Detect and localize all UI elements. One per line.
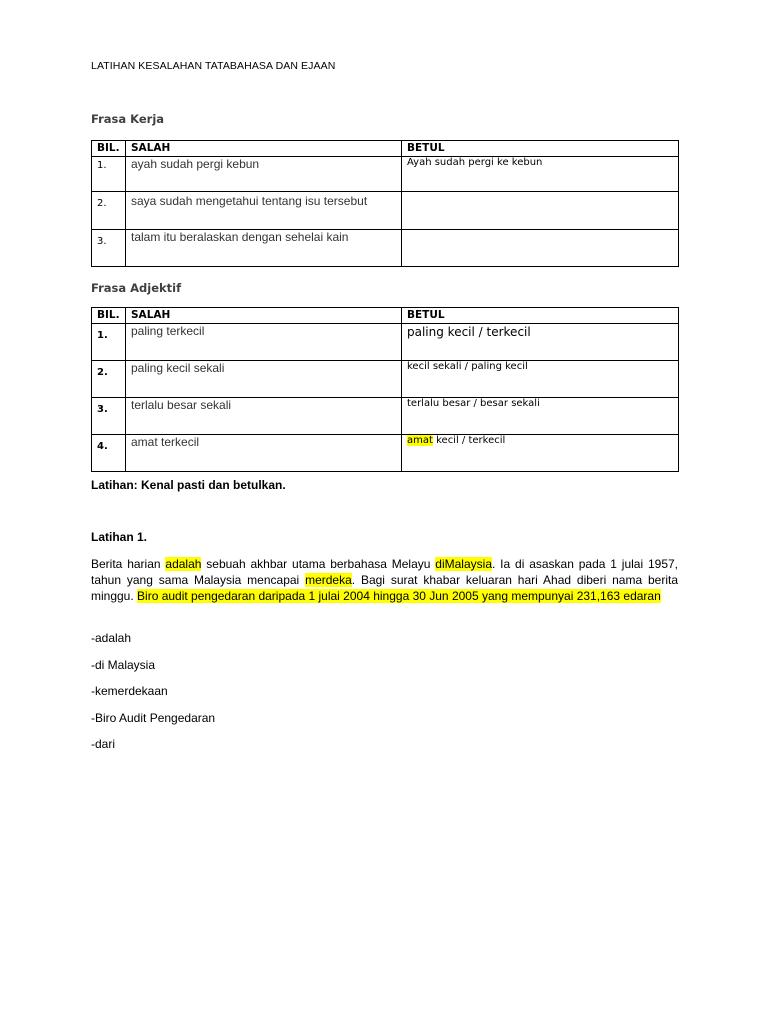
salah-cell: paling kecil sekali (126, 361, 402, 398)
row-number: 3. (92, 230, 126, 267)
betul-text: kecil / terkecil (432, 435, 506, 446)
highlighted-error: adalah (165, 557, 202, 571)
header-salah: SALAH (126, 308, 402, 324)
table-row (92, 157, 679, 192)
list-item: -dari (91, 737, 116, 751)
salah-cell: talam itu beralaskan dengan sehelai kain (126, 230, 402, 267)
page-heading: LATIHAN KESALAHAN TATABAHASA DAN EJAAN (91, 60, 336, 72)
betul-cell: terlalu besar / besar sekali (402, 398, 679, 435)
paragraph-text: sebuah akhbar utama berbahasa Melayu (201, 557, 436, 571)
row-number: 1. (92, 157, 126, 192)
row-number: 1. (92, 324, 126, 361)
exercise-paragraph (91, 556, 678, 604)
salah-cell: amat terkecil (126, 435, 402, 472)
salah-cell: terlalu besar sekali (126, 398, 402, 435)
section-title-frasa-kerja: Frasa Kerja (91, 112, 165, 126)
highlighted-word: amat (407, 435, 433, 446)
table-header-row (92, 141, 679, 157)
header-salah: SALAH (126, 141, 402, 157)
exercise-instruction: Latihan: Kenal pasti dan betulkan. (91, 478, 286, 492)
header-betul: BETUL (402, 141, 679, 157)
header-betul: BETUL (402, 308, 679, 324)
highlighted-error: merdeka (305, 573, 352, 587)
salah-cell: ayah sudah pergi kebun (126, 157, 402, 192)
row-number: 2. (92, 361, 126, 398)
row-number: 4. (92, 435, 126, 472)
list-item: -Biro Audit Pengedaran (91, 710, 216, 725)
betul-cell: Ayah sudah pergi ke kebun (402, 157, 679, 192)
exercise-title: Latihan 1. (91, 530, 148, 544)
row-number: 3. (92, 398, 126, 435)
table-row (92, 230, 679, 267)
table-row (92, 192, 679, 230)
answer-list (91, 631, 215, 764)
frasa-adjektif-table (91, 307, 679, 472)
section-title-frasa-adjektif: Frasa Adjektif (91, 281, 182, 295)
frasa-kerja-table (91, 140, 679, 267)
header-bil: BIL. (92, 141, 126, 157)
table-row (92, 324, 679, 361)
table-row (92, 398, 679, 435)
highlighted-error: diMalaysia (435, 557, 492, 571)
paragraph-text: . Ia di asaskan pada 1 julai 1957, tahun yang sama Malaysia mencapai (91, 557, 679, 587)
table-row (92, 361, 679, 398)
paragraph-text: Berita harian (91, 557, 166, 571)
list-item: -di Malaysia (91, 657, 156, 672)
list-item: -adalah (91, 631, 132, 645)
betul-cell (402, 192, 679, 230)
table-row (92, 435, 679, 472)
header-bil: BIL. (92, 308, 126, 324)
list-item: -kemerdekaan (91, 684, 168, 698)
salah-cell: paling terkecil (126, 324, 402, 361)
betul-cell (402, 435, 679, 472)
row-number: 2. (92, 192, 126, 230)
paragraph-text: . Bagi surat khabar keluaran hari Ahad diberi nama berita minggu. (91, 573, 679, 603)
betul-cell: paling kecil / terkecil (402, 324, 679, 361)
betul-cell: kecil sekali / paling kecil (402, 361, 679, 398)
table-header-row (92, 308, 679, 324)
salah-cell: saya sudah mengetahui tentang isu tersebut (126, 192, 402, 230)
betul-cell (402, 230, 679, 267)
highlighted-error: Biro audit pengedaran daripada 1 julai 2004 hingga 30 Jun 2005 yang mempunyai 231,163 edaran (137, 589, 661, 603)
